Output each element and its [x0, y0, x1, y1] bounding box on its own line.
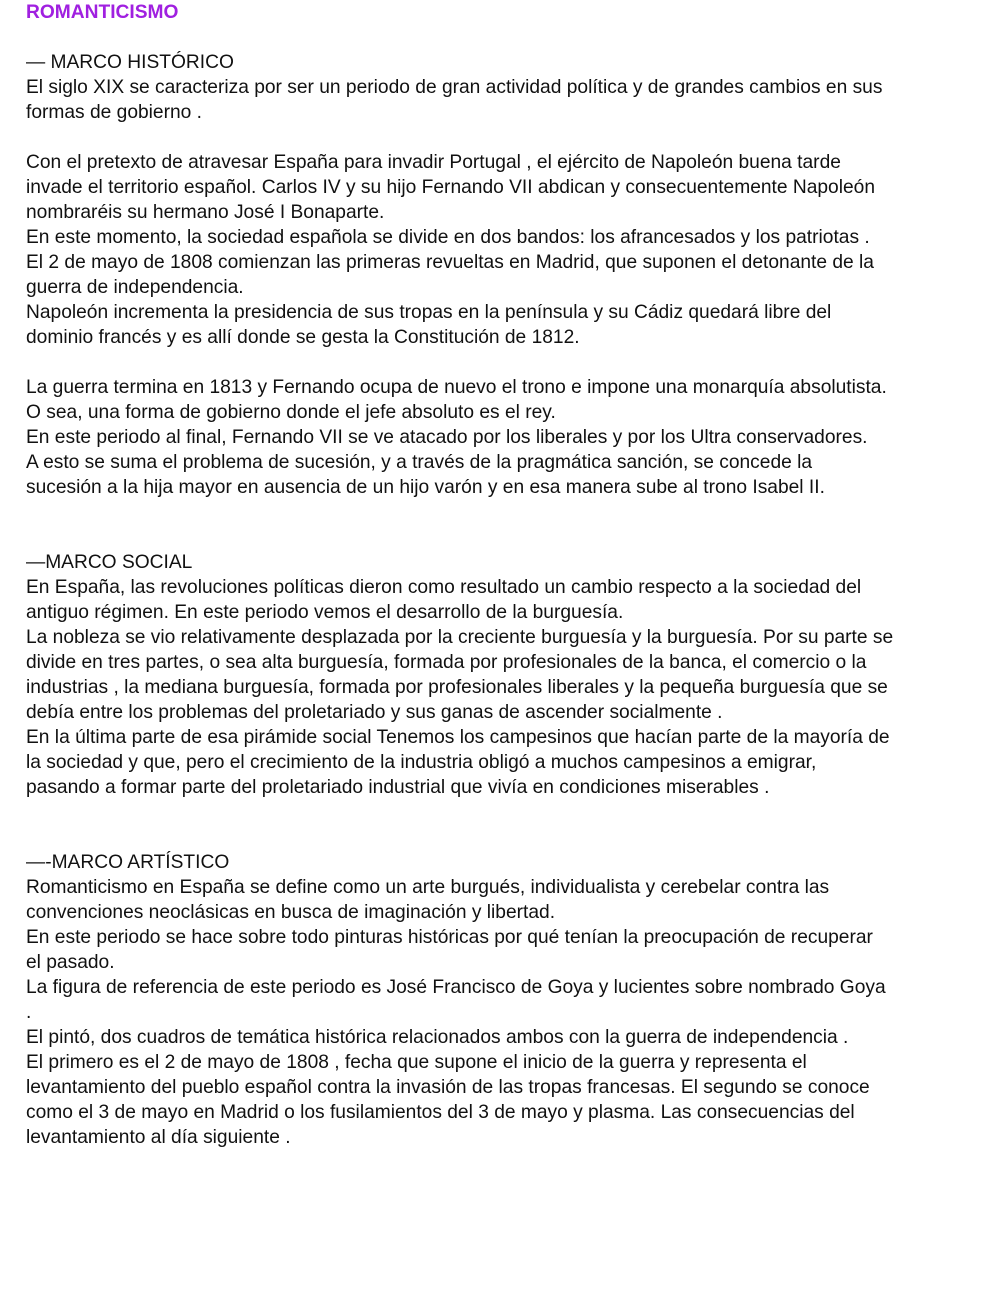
section-heading: —-MARCO ARTÍSTICO	[26, 852, 230, 873]
text-line: La figura de referencia de este periodo es José Francisco de Goya y lucientes sobre nombrado Goya	[26, 977, 886, 998]
text-line: antiguo régimen. En este periodo vemos el desarrollo de la burguesía.	[26, 602, 624, 623]
text-line: industrias , la mediana burguesía, formada por profesionales liberales y la pequeña burguesía que se	[26, 677, 888, 698]
blank-line	[26, 525, 986, 550]
text-line: En este periodo se hace sobre todo pinturas históricas por qué tenían la preocupación de recuperar	[26, 927, 873, 948]
text-line: nombraréis su hermano José I Bonaparte.	[26, 202, 385, 223]
text-line: el pasado.	[26, 952, 115, 973]
section-heading: — MARCO HISTÓRICO	[26, 52, 234, 73]
text-line: El siglo XIX se caracteriza por ser un periodo de gran actividad política y de grandes cambios en sus	[26, 77, 883, 98]
text-line: levantamiento al día siguiente .	[26, 1127, 291, 1148]
text-line: dominio francés y es allí donde se gesta la Constitución de 1812.	[26, 327, 580, 348]
text-line: El 2 de mayo de 1808 comienzan las primeras revueltas en Madrid, que suponen el detonante de la	[26, 252, 874, 273]
text-line: En la última parte de esa pirámide social Tenemos los campesinos que hacían parte de la mayoría de	[26, 727, 890, 748]
text-line: Romanticismo en España se define como un arte burgués, individualista y cerebelar contra las	[26, 877, 830, 898]
text-line: En España, las revoluciones políticas dieron como resultado un cambio respecto a la sociedad del	[26, 577, 862, 598]
text-line: El pintó, dos cuadros de temática histórica relacionados ambos con la guerra de independencia .	[26, 1027, 849, 1048]
text-line: En este periodo al final, Fernando VII se ve atacado por los liberales y por los Ultra conservadores.	[26, 427, 868, 448]
text-line: .	[26, 1002, 32, 1023]
text-line: guerra de independencia.	[26, 277, 244, 298]
document-page	[26, 0, 986, 1150]
text-line: A esto se suma el problema de sucesión, y a través de la pragmática sanción, se concede la	[26, 452, 813, 473]
text-line: divide en tres partes, o sea alta burguesía, formada por profesionales de la banca, el comercio o la	[26, 652, 867, 673]
document-body	[26, 25, 986, 1150]
blank-line	[26, 825, 986, 850]
text-line: El primero es el 2 de mayo de 1808 , fecha que supone el inicio de la guerra y representa el	[26, 1052, 807, 1073]
blank-line	[26, 125, 986, 150]
blank-line	[26, 500, 986, 525]
text-line: La nobleza se vio relativamente desplazada por la creciente burguesía y la burguesía. Por su parte se	[26, 627, 894, 648]
document-title: ROMANTICISMO	[26, 2, 179, 23]
text-line: Napoleón incrementa la presidencia de sus tropas en la península y su Cádiz quedará libre del	[26, 302, 832, 323]
text-line: como el 3 de mayo en Madrid o los fusilamientos del 3 de mayo y plasma. Las consecuencias del	[26, 1102, 855, 1123]
text-line: En este momento, la sociedad española se divide en dos bandos: los afrancesados y los patriotas .	[26, 227, 870, 248]
blank-line	[26, 800, 986, 825]
text-line: Con el pretexto de atravesar España para invadir Portugal , el ejército de Napoleón buena tarde	[26, 152, 841, 173]
section-heading: —MARCO SOCIAL	[26, 552, 193, 573]
text-line: La guerra termina en 1813 y Fernando ocupa de nuevo el trono e impone una monarquía absolutista.	[26, 377, 887, 398]
blank-line	[26, 350, 986, 375]
text-line: convenciones neoclásicas en busca de imaginación y libertad.	[26, 902, 556, 923]
text-line: O sea, una forma de gobierno donde el jefe absoluto es el rey.	[26, 402, 556, 423]
text-line: sucesión a la hija mayor en ausencia de un hijo varón y en esa manera sube al trono Isabel II.	[26, 477, 825, 498]
text-line: formas de gobierno .	[26, 102, 202, 123]
text-line: pasando a formar parte del proletariado industrial que vivía en condiciones miserables .	[26, 777, 770, 798]
text-line: debía entre los problemas del proletariado y sus ganas de ascender socialmente .	[26, 702, 723, 723]
text-line: levantamiento del pueblo español contra la invasión de las tropas francesas. El segundo se conoce	[26, 1077, 870, 1098]
text-line: la sociedad y que, pero el crecimiento de la industria obligó a muchos campesinos a emigrar,	[26, 752, 817, 773]
text-line: invade el territorio español. Carlos IV y su hijo Fernando VII abdican y consecuentemente Napoleón	[26, 177, 876, 198]
blank-line	[26, 25, 986, 50]
